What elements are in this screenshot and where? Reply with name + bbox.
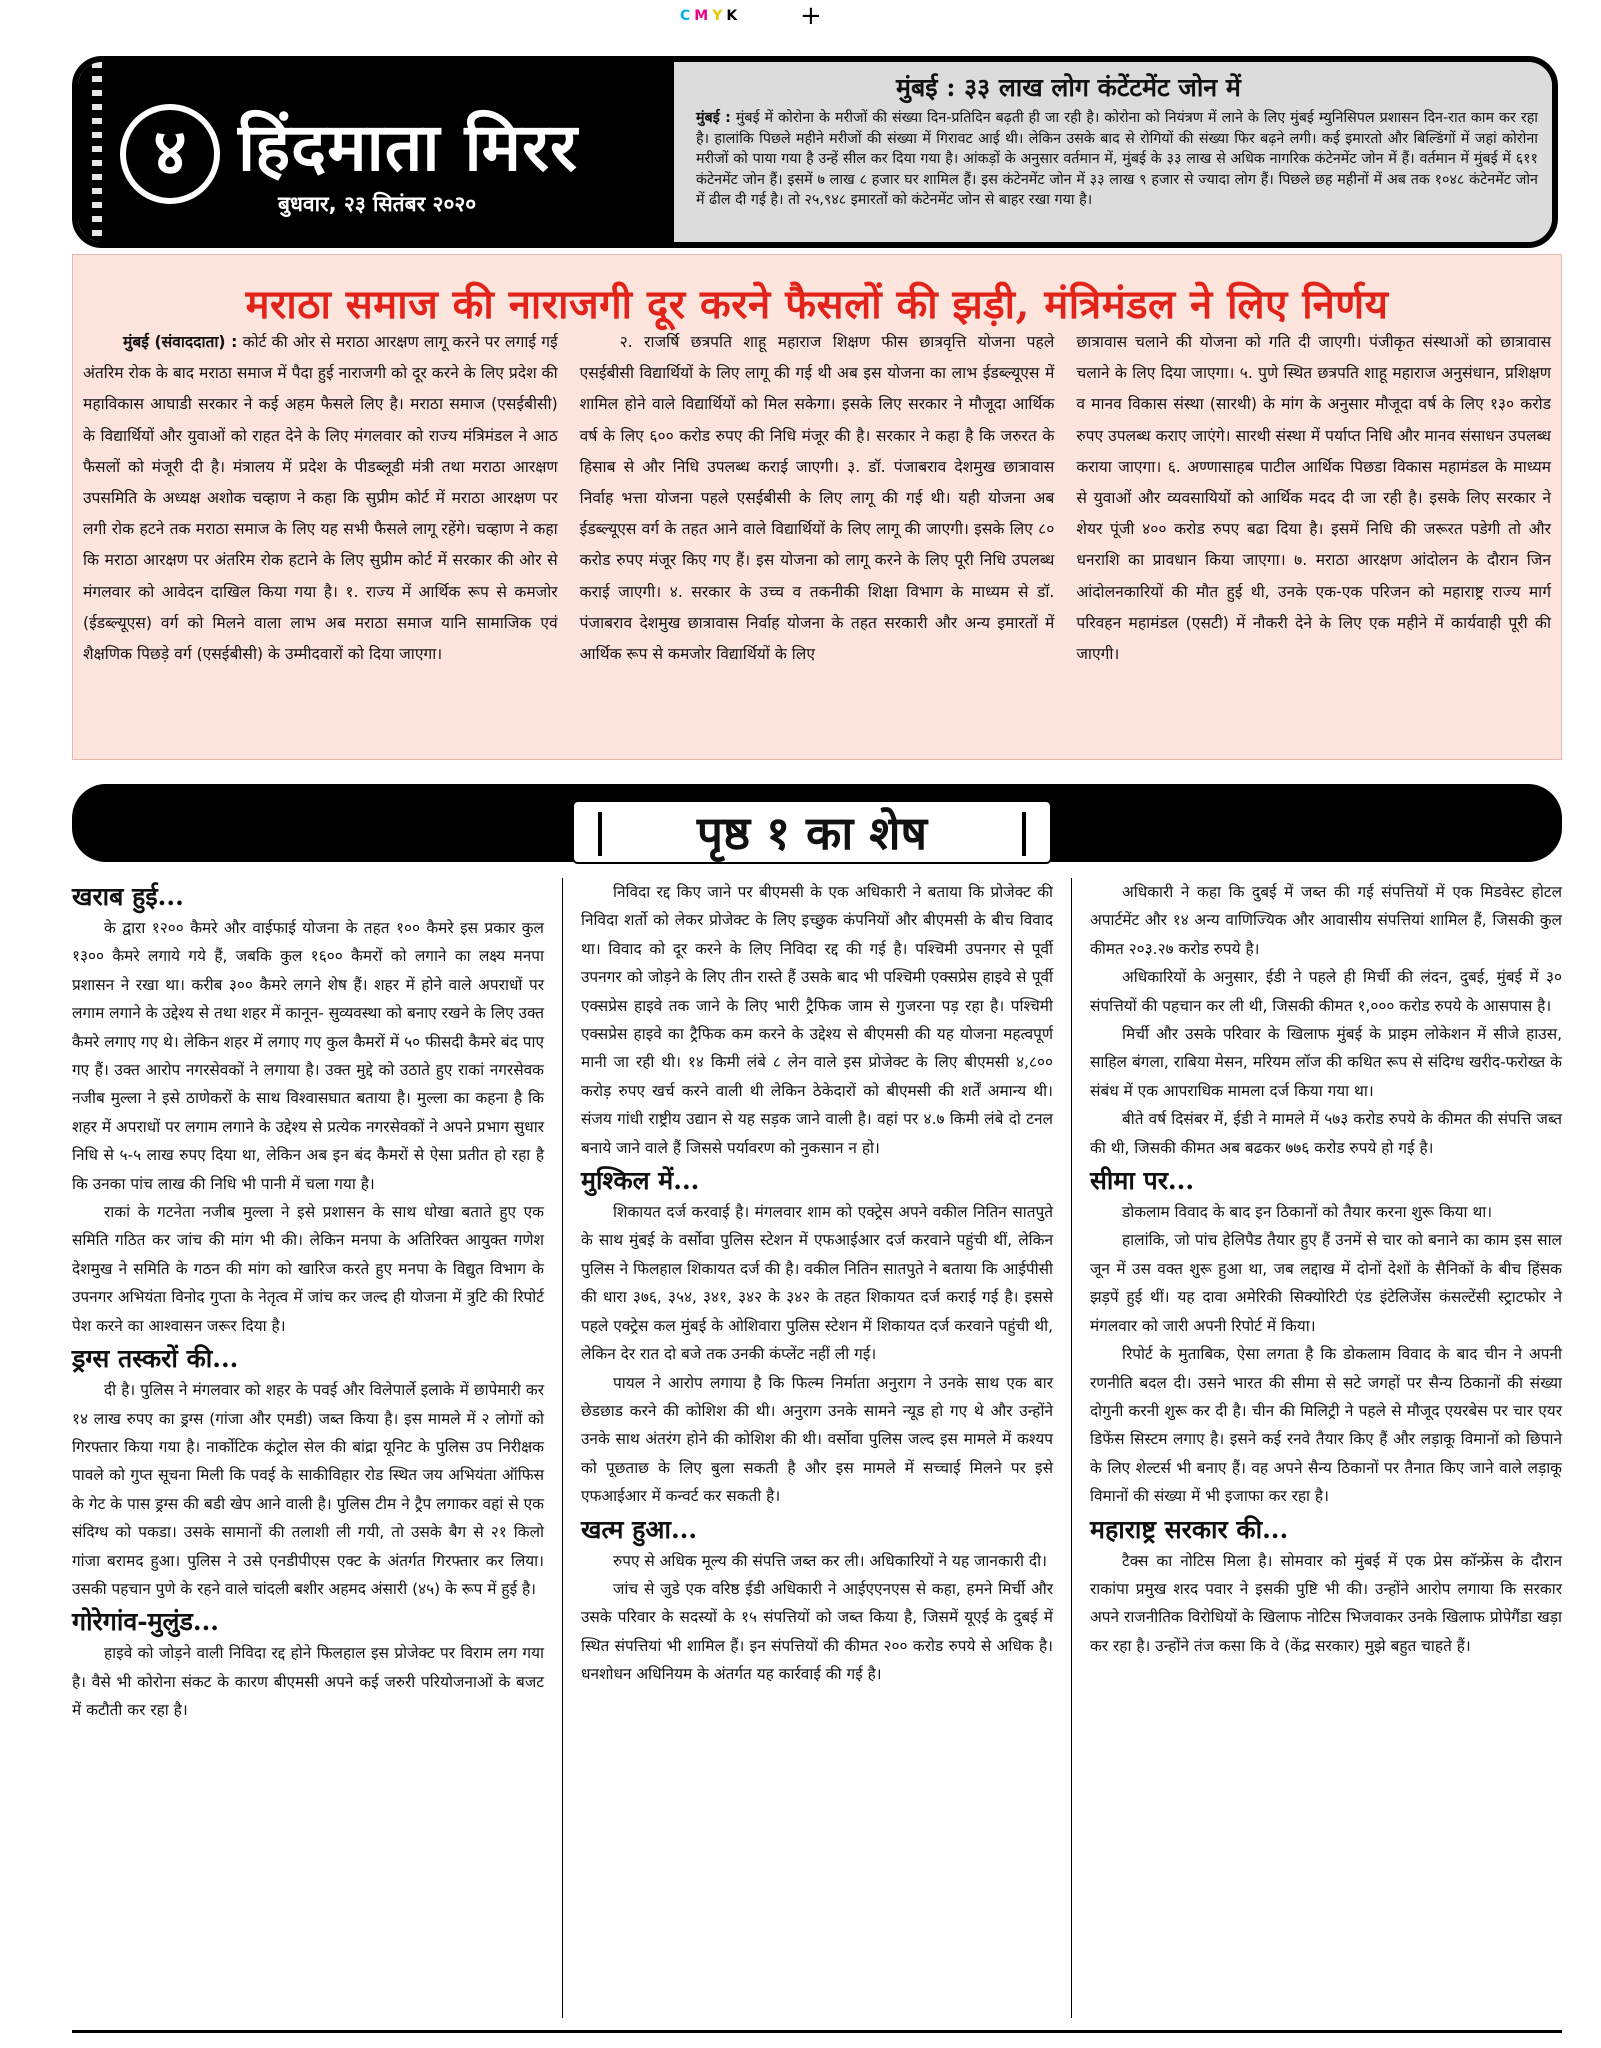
paragraph: बीते वर्ष दिसंबर में, ईडी ने मामले में ५७३ करोड रुपये के कीमत की संपत्ति जब्त की थी, जिसकी कीमत अब बढकर ७७६ करोड रुपये हो गई है। xyxy=(1090,1110,1562,1157)
paragraph: टैक्स का नोटिस मिला है। सोमवार को मुंबई में एक प्रेस कॉन्फ्रेंस के दौरान राकांपा प्रमुख शरद पवार ने इसकी पुष्टि भी की। उन्होंने आरोप लगाया कि सरकार अपने राजनीतिक विरोधियों के खिलाफ नोटिस भिजवाकर उनके खिलाफ प्रोपेगैंडा खड़ा कर रहा है। उन्होंने तंज कसा कि वे (केंद्र सरकार) मुझे बहुत चाहते हैं। xyxy=(1090,1551,1562,1655)
paragraph: अधिकारी ने कहा कि दुबई में जब्त की गई संपत्तियों में एक मिडवेस्ट होटल अपार्टमेंट और १४ अन्य वाणिज्यिक और आवासीय संपत्तियां शामिल हैं, जिसकी कुल कीमत २०३.२७ करोड रुपये है। xyxy=(1090,883,1562,958)
paragraph: जांच से जुडे एक वरिष्ठ ईडी अधिकारी ने आईएएनएस से कहा, हमने मिर्ची और उसके परिवार के सदस्यों के १५ संपत्तियों को जब्त किया है, जिसमें यूएई के दुबई में स्थित संपत्तियां भी शामिल हैं। इन संपत्तियों की कीमत २०० करोड रुपये से अधिक है। धनशोधन अधिनियम के अंतर्गत यह कार्रवाई की गई है। xyxy=(581,1579,1053,1684)
story-head-maharashtra: महाराष्ट्र सरकार की... xyxy=(1090,1514,1289,1544)
bottom-rule xyxy=(72,2030,1562,2033)
lead-text-1: कोर्ट की ओर से मराठा आरक्षण लागू करने पर लगाई गई अंतरिम रोक के बाद मराठा समाज में पैदा हुई नाराजगी को दूर करने के लिए प्रदेश की महाविकास आघाडी सरकार ने कई अहम फैसले लिए है। मराठा समाज (एसईबीसी) के विद्यार्थियों और युवाओं को राहत देने के लिए मंगलवार को राज्य मंत्रिमंडल ने आठ फैसलों को मंजूरी दी है। मंत्रालय में प्रदेश के पीडब्लूडी मंत्री तथा मराठा आरक्षण उपसमिति के अध्यक्ष अशोक चव्हाण ने कहा कि सुप्रीम कोर्ट में मराठा आरक्षण पर लगी रोक हटने तक मराठा समाज के लिए यह सभी फैसले लागू रहेंगे। चव्हाण ने कहा कि मराठा आरक्षण पर अंतरिम रोक हटाने के लिए सुप्रीम कोर्ट में सरकार की ओर से मंगलवार को आवेदन दाखिल किया गया है। १. राज्य में आर्थिक रूप से कमजोर (ईडब्ल्यूएस) वर्ग को मिलने वाला लाभ अब मराठा समाज यानि सामाजिक एवं शैक्षणिक पिछड़े वर्ग (एसईबीसी) के उम्मीदवारों को दिया जाएगा। xyxy=(83,333,558,664)
top-news-body xyxy=(696,108,1538,211)
top-news-box xyxy=(668,62,1552,242)
paragraph: हाइवे को जोड़ने वाली निविदा रद्द होने फिलहाल इस प्रोजेक्ट पर विराम लग गया है। वैसे भी कोरोना संकट के कारण बीएमसी अपने कई जरुरी परियोजनाओं के बजट में कटौती कर रहा है। xyxy=(72,1644,544,1720)
column-divider xyxy=(562,878,563,2018)
paragraph: के द्वारा १२०० कैमरे और वाईफाई योजना के तहत १०० कैमरे इस प्रकार कुल १३०० कैमरे लगाये गये हैं, जबकि कुल १६०० कैमरों को लगाने का लक्ष्य मनपा प्रशासन ने रखा था। करीब ३०० कैमरे लगने शेष हैं। शहर में होने वाले अपराधों पर लगाम लगाने के उद्देश्य से तथा शहर में कानून- सुव्यवस्था को बनाए रखने के लिए उक्त कैमरे लगाए गए थे। लेकिन शहर में लगाए गए कुल कैमरों में ५० फीसदी कैमरे बंद पाए गए हैं। उक्त आरोप नगरसेवकों ने लगाया है। उक्त मुद्दे को उठाते हुए राकां नगरसेवक नजीब मुल्ला ने इसे ठाणेकरों के साथ विश्वासघात बताया है। मुल्ला का कहना है कि शहर में अपराधों पर लगाम लगाने के उद्देश्य से प्रत्येक नगरसेवकों ने अपने प्रभाग सुधार निधि से ५-५ लाख रुपए दिया था, लेकिन अब इन बंद कैमरों से ऐसा प्रतीत हो रहा है कि उनका पांच लाख की निधि भी पानी में चला गया है। xyxy=(72,919,544,1193)
lead-column-1 xyxy=(83,327,558,753)
column-divider xyxy=(1071,878,1072,2018)
issue-date: बुधवार, २३ सितंबर २०२० xyxy=(278,192,477,216)
paragraph: दी है। पुलिस ने मंगलवार को शहर के पवई और विलेपार्ले इलाके में छापेमारी कर १४ लाख रुपए का ड्रग्स (गांजा और एमडी) जब्त किया है। इस मामले में २ लोगों को गिरफ्तार किया गया है। नार्कोटिक कंट्रोल सेल की बांद्रा यूनिट के पुलिस उप निरीक्षक पावले को गुप्त सूचना मिली कि पवई के साकीविहार रोड स्थित जय अभियंता ऑफिस के गेट के पास ड्रग्स की बडी खेप आने वाली है। पुलिस टीम ने ट्रैप लगाकर वहां से एक संदिग्ध को पकडा। उसके सामानों की तलाशी ली गयी, तो उसके बैग से २१ किलो गांजा बरामद हुआ। पुलिस ने उसे एनडीपीएस एक्ट के अंतर्गत गिरफ्तार कर लिया। उसकी पहचान पुणे के रहने वाले चांदली बशीर अहमद अंसारी (४५) के रूप में हुई है। xyxy=(72,1381,544,1598)
story-head-kharab: खराब हुई... xyxy=(72,882,184,911)
paragraph: राकां के गटनेता नजीब मुल्ला ने इसे प्रशासन के साथ धोखा बताते हुए एक समिति गठित कर जांच की मांग भी की। लेकिन मनपा के अतिरिक्त आयुक्त गणेश देशमुख ने समिति के गठन की मांग को खारिज करते हुए मनपा के विद्युत विभाग के उपनगर अभियंता विनोद गुप्ता के नेतृत्व में जांच कर जल्द ही योजना में त्रुटि की रिपोर्ट पेश करने का आश्वासन जरूर दिया है। xyxy=(72,1203,544,1335)
lead-column-3 xyxy=(1076,327,1551,753)
print-mark-m: M xyxy=(694,8,713,24)
story-head-drugs: ड्रग्स तस्करों की... xyxy=(72,1344,239,1374)
story-head-goregaon: गोरेगांव-मुलुंड... xyxy=(72,1607,219,1637)
lead-dateline: मुंबई (संवाददाता) : xyxy=(123,333,238,351)
story-head-mushkil: मुश्किल में... xyxy=(581,1166,700,1196)
print-mark-k: K xyxy=(726,8,742,24)
print-registration-marks xyxy=(680,8,741,24)
lead-text-3: छात्रावास चलाने की योजना को गति दी जाएगी। पंजीकृत संस्थाओं को छात्रावास चलाने के लिए दिया जाएगा। ५. पुणे स्थित छत्रपति शाहू महाराज अनुसंधान, प्रशिक्षण व मानव विकास संस्था (सारथी) के मांग के अनुसार मौजूदा वर्ष के लिए १३० करोड रुपए उपलब्ध कराए जाएंगे। सारथी संस्था में पर्याप्त निधि और मानव संसाधन उपलब्ध कराया जाएगा। ६. अण्णासाहब पाटील आर्थिक पिछडा विकास महामंडल के माध्यम से युवाओं और व्यवसायियों को आर्थिक मदद दी जा रही है। इसके लिए सरकार ने शेयर पूंजी ४०० करोड रुपए बढा दिया है। इसमें निधि की जरूरत पडेगी तो और धनराशि का प्रावधान किया जाएगा। ७. मराठा आरक्षण आंदोलन के दौरान जिन आंदोलनकारियों की मौत हुई थी, उनके एक-एक परिजन को महाराष्ट्र राज्य मार्ग परिवहन महामंडल (एसटी) में नौकरी देने के लिए एक महीने में कार्यवाही पूरी की जाएगी। xyxy=(1076,333,1552,664)
paragraph: हालांकि, जो पांच हेलिपैड तैयार हुए हैं उनमें से चार को बनाने का काम इस साल जून में उस वक्त शुरू हुआ था, जब लद्दाख में दोनों देशों के सैनिकों के बीच हिंसक झड़पें हुई थीं। यह दावा अमेरिकी सिक्योरिटी एंड इंटेलिजेंस कंसल्टेंसी स्ट्राटफोर ने मंगलवार को जारी अपनी रिपोर्ट में किया। xyxy=(1090,1231,1562,1335)
paragraph: अधिकारियों के अनुसार, ईडी ने पहले ही मिर्ची की लंदन, दुबई, मुंबई में ३० संपत्तियों की पहचान कर ली थी, जिसकी कीमत १,००० करोड रुपये के आसपास है। xyxy=(1090,968,1562,1015)
paragraph: रुपए से अधिक मूल्य की संपत्ति जब्त कर ली। अधिकारियों ने यह जानकारी दी। xyxy=(613,1551,1047,1570)
masthead-logo-block xyxy=(78,62,668,242)
story-head-khatm: खत्म हुआ... xyxy=(581,1514,698,1544)
print-mark-c: C xyxy=(680,8,695,24)
banner-title: पृष्ठ १ का शेष xyxy=(696,806,928,860)
top-news-dateline: मुंबई : xyxy=(696,110,731,126)
story-head-seema: सीमा पर... xyxy=(1090,1166,1195,1196)
print-mark-y: Y xyxy=(712,8,727,24)
decorative-tick-strip xyxy=(92,62,102,242)
lead-story xyxy=(72,254,1562,760)
continued-column-3 xyxy=(1090,878,1562,2018)
top-news-text: मुंबई में कोरोना के मरीजों की संख्या दिन-प्रतिदिन बढ़ती ही जा रही है। कोरोना को नियंत्रण में लाने के लिए मुंबई म्युनिसिपल प्रशासन दिन-रात काम कर रहा है। हालांकि पिछले महीने मरीजों की संख्या में गिरावट आई थी। लेकिन उसके बाद से रोगियों की संख्या फिर बढ़ने लगी। कई इमारतो और बिल्डिंगों में जहां कोरोना मरीजों को पाया गया है उन्हें सील कर दिया गया है। आंकड़ों के अनुसार वर्तमान में, मुंबई के ३३ लाख से अधिक नागरिक कंटेनमेंट जोन में हैं। वर्तमान में मुंबई में ६११ कंटेनमेंट जोन हैं। इसमें ७ लाख ८ हजार घर शामिल हैं। इस कंटेनमेंट जोन में ३३ लाख ९ हजार से ज्यादा लोग हैं। पिछले छह महीनों में अब तक १०४८ कंटेनमेंट जोन में ढील दी गई है। तो २५,९४८ इमारतों को कंटेनमेंट जोन से बाहर रखा गया है। xyxy=(696,110,1538,209)
banner-title-box xyxy=(572,800,1052,864)
lead-column-2 xyxy=(580,327,1055,753)
crosshair-icon: + xyxy=(800,1,822,31)
paragraph: पायल ने आरोप लगाया है कि फिल्म निर्माता अनुराग ने उनके साथ एक बार छेडछाड करने की कोशिश की थी। अनुराग उनके सामने न्यूड हो गए थे और उन्होंने उनके साथ अंतरंग होने की कोशिश की थी। वर्सोवा पुलिस जल्द इस मामले में कश्यप को पूछताछ के लिए बुला सकती है और इस मामले में सच्चाई मिलने पर इसे एफआईआर में कन्वर्ट कर सकती है। xyxy=(581,1373,1053,1506)
lead-headline: मराठा समाज की नाराजगी दूर करने फैसलों की झड़ी, मंत्रिमंडल ने लिए निर्णय xyxy=(245,281,1389,328)
continued-section xyxy=(72,878,1562,2018)
paragraph: निविदा रद्द किए जाने पर बीएमसी के एक अधिकारी ने बताया कि प्रोजेक्ट की निविदा शर्तो को लेकर प्रोजेक्ट के लिए इच्छुक कंपनियों और बीएमसी के बीच विवाद था। विवाद को दूर करने के लिए निविदा रद्द की गई है। पश्चिमी उपनगर से पूर्वी उपनगर को जोड़ने के लिए तीन रास्ते हैं उसके बाद भी पश्चिमी एक्सप्रेस हाइवे से पूर्वी एक्सप्रेस हाइवे तक जाने के लिए भारी ट्रैफिक जाम से गुजरना पड़ रहा है। पश्चिमी एक्सप्रेस हाइवे का ट्रैफिक कम करने के उद्देश्य से बीएमसी की यह योजना महत्वपूर्ण मानी जा रही थी। १४ किमी लंबे ८ लेन वाले इस प्रोजेक्ट के लिए बीएमसी ४,८०० करोड़ रुपए खर्च करने वाली थी लेकिन ठेकेदारों को बीएमसी की शर्तें अमान्य थी। संजय गांधी राष्ट्रीय उद्यान से यह सड़क जाने वाली है। वहां पर ४.७ किमी लंबे दो टनल बनाये जाने वाले हैं जिससे पर्यावरण को नुकसान न हो। xyxy=(581,883,1053,1157)
continued-column-2 xyxy=(581,878,1053,2018)
section-banner xyxy=(72,784,1562,862)
lead-columns xyxy=(83,327,1551,753)
paper-name: हिंदमाता मिरर xyxy=(238,108,578,186)
paragraph: मिर्ची और उसके परिवार के खिलाफ मुंबई के प्राइम लोकेशन में सीजे हाउस, साहिल बंगला, राबिया मेसन, मरियम लॉज की कथित रूप से संदिग्ध खरीद-फरोख्त के संबंध में एक आपराधिक मामला दर्ज किया गया था। xyxy=(1090,1025,1562,1100)
lead-text-2: २. राजर्षि छत्रपति शाहू महाराज शिक्षण फीस छात्रवृत्ति योजना पहले एसईबीसी विद्यार्थियों के लिए लागू की गई थी अब इस योजना का लाभ ईडब्ल्यूएस में शामिल होने वाले विद्यार्थियों को मिल सकेगा। इसके लिए सरकार ने मौजूदा आर्थिक वर्ष के लिए ६०० करोड रुपए की निधि मंजूर की है। सरकार ने कहा है कि जरुरत के हिसाब से और निधि उपलब्ध कराई जाएगी। ३. डॉ. पंजाबराव देशमुख छात्रावास निर्वाह भत्ता योजना पहले एसईबीसी के लिए लागू की गई थी। यही योजना अब ईडब्ल्यूएस वर्ग के तहत आने वाले विद्यार्थियों के लिए लागू की जाएगी। इसके लिए ८० करोड रुपए मंजूर किए गए हैं। इस योजना को लागू करने के लिए पूरी निधि उपलब्ध कराई जाएगी। ४. सरकार के उच्च व तकनीकी शिक्षा विभाग के माध्यम से डॉ. पंजाबराव देशमुख छात्रावास निर्वाह योजना के तहत सरकारी और अन्य इमारतों में आर्थिक रूप से कमजोर विद्यार्थियों के लिए xyxy=(579,333,1055,664)
paragraph: रिपोर्ट के मुताबिक, ऐसा लगता है कि डोकलाम विवाद के बाद चीन ने अपनी रणनीति बदल दी। उसने भारत की सीमा से सटे जगहों पर सैन्य ठिकानों की संख्या दोगुनी करनी शुरू कर दी है। चीन की मिलिट्री ने पहले से मौजूद एयरबेस पर चार एयर डिफेंस सिस्टम लगाए है। इसने कई रनवे तैयार किए हैं और लड़ाकू विमानों को छिपाने के लिए शेल्टर्स भी बनाए हैं। वह अपने सैन्य ठिकानों पर तैनात किए जाने वाले लड़ाकू विमानों की संख्या में भी इजाफा कर रहा है। xyxy=(1090,1345,1562,1506)
paragraph: डोकलाम विवाद के बाद इन ठिकानों को तैयार करना शुरू किया था। xyxy=(1122,1203,1493,1222)
page-number: ४ xyxy=(120,104,220,204)
continued-column-1 xyxy=(72,878,544,2018)
paragraph: शिकायत दर्ज करवाई है। मंगलवार शाम को एक्ट्रेस अपने वकील नितिन सातपुते के साथ मुंबई के वर्सोवा पुलिस स्टेशन में एफआईआर दर्ज करवाने पहुंची थीं, लेकिन पुलिस ने फिलहाल शिकायत दर्ज की है। वकील नितिन सातपुते ने बताया कि आईपीसी की धारा ३७६, ३५४, ३४१, ३४२ के ३४२ के तहत शिकायत दर्ज कराई गई है। इससे पहले एक्ट्रेस कल मुंबई के ओशिवारा पुलिस स्टेशन में शिकायत दर्ज करवाने पहुंची थी, लेकिन देर रात दो बजे तक उनकी कंप्लेंट नहीं ली गई। xyxy=(581,1203,1053,1364)
masthead xyxy=(72,56,1558,248)
top-news-headline: मुंबई : ३३ लाख लोग कंटेंटमेंट जोन में xyxy=(896,73,1241,102)
